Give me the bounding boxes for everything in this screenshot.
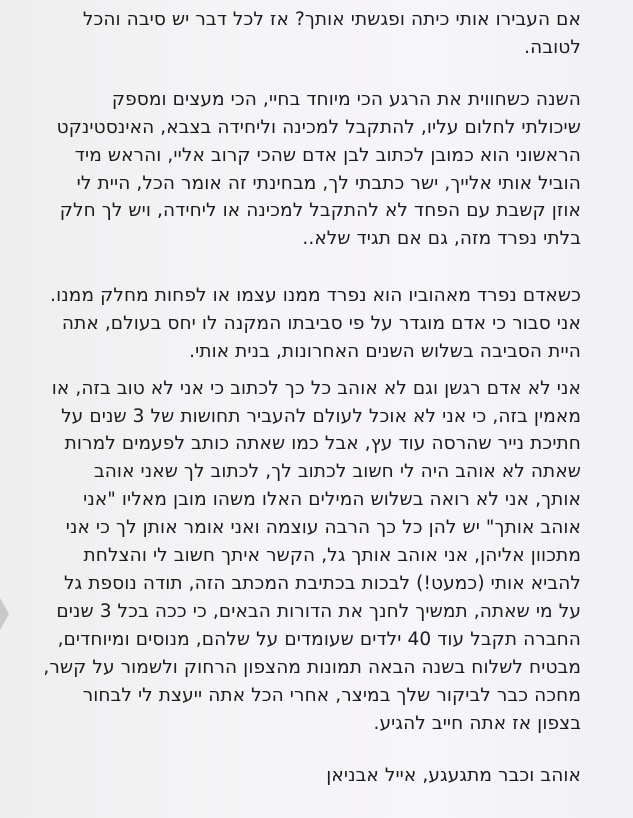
letter-line: מחכה כבר לביקור שלך במיצר, אחרי הכל אתה ייעצת לי לבחור xyxy=(82,685,581,706)
letter-line: השנה כשחווית את הרגע הכי מיוחד בחיי, הכי מעצים ומספק xyxy=(111,89,581,110)
letter-line: מבטיח לשלוח בשנה הבאה תמונות מהצפון הרחוק ולשמור על קשר, xyxy=(43,657,581,678)
letter-line: מאמין בזה, כי אני לא אוכל לעולם להעביר תחושות של 3 שנים על xyxy=(61,406,581,427)
letter-line: אוזן קשבת עם הפחד לא להתקבל למכינה או ליחידה, ויש לך חלק xyxy=(59,200,581,221)
letter-line: להביא אותי (כמעט!) לבכות בכתיבת המכתב הזה, תודה נוספת גל xyxy=(63,573,581,594)
letter-line: בלתי נפרד מזה, גם אם תגיד שלא.. xyxy=(302,228,581,249)
letter-line: היית הסביבה בשלוש השנים האחרונות, בנית אותי. xyxy=(189,341,581,362)
letter-line: על מי שאתה, תמשיך לחנך את הדורות הבאים, כי ככה בכל 3 שנים xyxy=(56,601,581,622)
letter-line: בצפון אז אתה חייב להגיע. xyxy=(373,713,581,734)
letter-line: אותך, אני לא רואה בשלוש המילים האלו משהו מובן מאליו "אני xyxy=(83,489,581,510)
letter-line: אוהב אותך" יש להן כל כך הרבה עוצמה ואני אומר אותן לך כי אני xyxy=(65,517,581,538)
letter-line: כשאדם נפרד מאהוביו הוא נפרד ממנו עצמו או לפחות מחלק ממנו. xyxy=(50,285,581,306)
letter-line: מתכוון אליהן, אני אוהב אותך גל, הקשר איתך חשוב לי והצלחת xyxy=(83,545,581,566)
letter-line: הראשוני הוא כמובן לכתוב לבן אדם שהכי קרוב אליי, והראש מיד xyxy=(74,145,581,166)
letter-line: שיכולתי לחלום עליו, להתקבל למכינה וליחידה בצבא, האינסטינקט xyxy=(56,117,581,138)
signature-line: אוהב וכבר מתגעגע, אייל אבניאן xyxy=(326,765,581,786)
letter-line: אם העבירו אותי כיתה ופגשתי אותך? אז לכל דבר יש סיבה והכל xyxy=(82,9,581,30)
letter-line: חתיכת נייר שהרסה עוד עץ, אבל כמו שאתה כותב לפעמים למרות xyxy=(64,433,581,454)
letter-line: לטובה. xyxy=(524,37,581,58)
letter-line: החברה תקבל עוד 40 ילדים שעומדים על שלהם, מנוסים ומיוחדים, xyxy=(57,629,581,650)
letter-line: שאתה לא אוהב היה לי חשוב לכתוב לך, לכתוב לך שאני אוהב xyxy=(93,461,581,482)
letter-line: אני לא אדם רגשן וגם לא אוהב כל כך לכתוב כי אני לא טוב בזה, או xyxy=(51,378,581,399)
letter-line: אני סבור כי אדם מוגדר על פי סביבתו המקנה לו יחס בעולם, אתה xyxy=(61,313,581,334)
letter-line: הוביל אותי אלייך, ישר כתבתי לך, מבחינתי זה אומר הכל, היית לי xyxy=(76,173,581,194)
